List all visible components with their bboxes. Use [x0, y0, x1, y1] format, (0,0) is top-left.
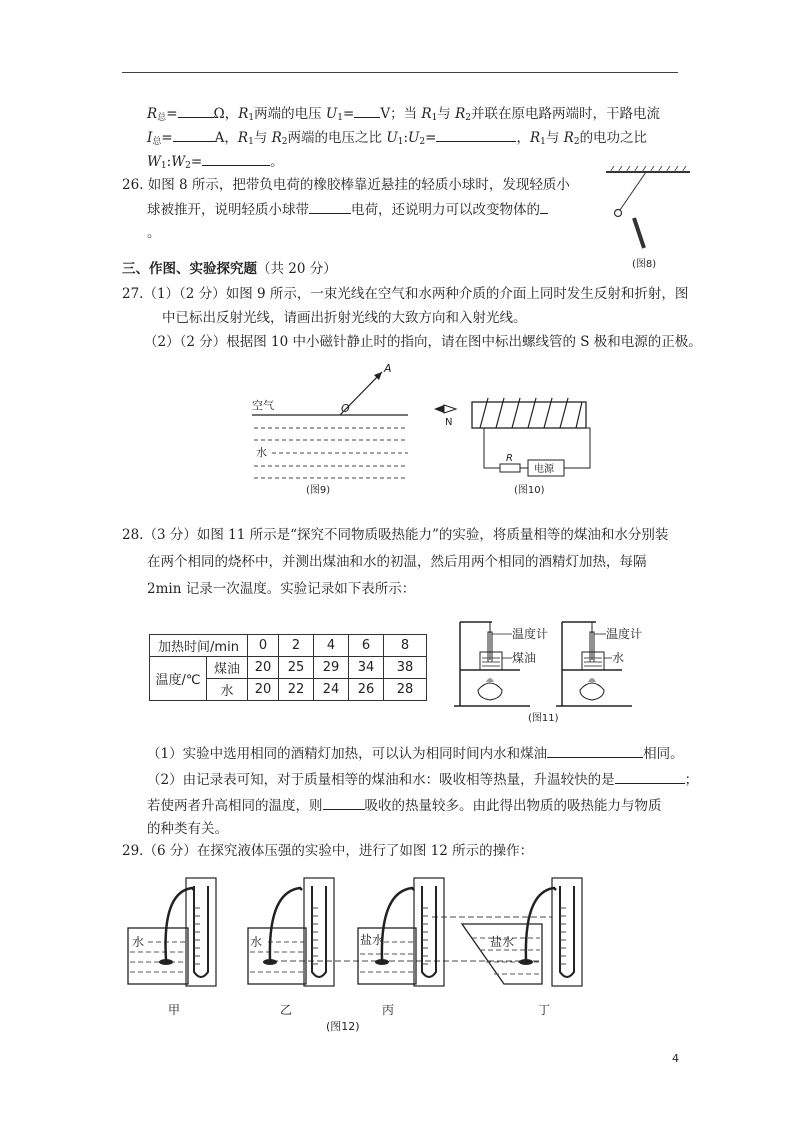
fig9-label: (图9) — [306, 485, 331, 496]
fig12-water-1: 水 — [132, 935, 145, 949]
fig9-point-a: A — [384, 362, 392, 375]
table-header-row — [150, 635, 427, 657]
fig11-kerosene: 煤油 — [512, 651, 537, 665]
figure-8-label: (图8) — [632, 259, 657, 270]
fig12-salt-water-2: 盐水 — [490, 935, 515, 949]
fig12-label: (图12) — [326, 1020, 360, 1033]
figure-9 — [252, 362, 408, 496]
q25-line-1: $R_总= \Omega$，$R_1$两端的电压 $U_1= V$；当 $R_1$与 $R_2$并联在原电路两端时，干路电流 — [147, 106, 660, 123]
figure-10 — [434, 398, 590, 496]
q28-line-2: 在两个相同的烧杯中，并测出煤油和水的初温，然后用两个相同的酒精灯加热，每隔 — [147, 554, 647, 570]
fig9-air-label: 空气 — [252, 399, 274, 412]
table-cell: 34 — [349, 657, 384, 679]
fig9-water-label: 水 — [256, 446, 267, 459]
q26-line-2: 球被推开，说明轻质小球带 电荷，还说明力可以改变物体的 — [147, 200, 548, 219]
table-row-group-label: 温度/℃ — [150, 657, 207, 701]
table-row — [150, 657, 427, 679]
fig12-apparatus-bing — [358, 878, 444, 1017]
q28-line-3: 2min 记录一次温度。实验记录如下表所示： — [147, 581, 416, 597]
q25-line-2: $I_总= A$，$R_1$与 $R_2$两端的电压之比 $U_1:U_2=$ ，$R_1$与 $R_2$的电功之比 — [147, 130, 648, 147]
fig12-water-2: 水 — [250, 935, 263, 949]
table-header-cell: 4 — [314, 635, 349, 657]
q27-part1-line-1: 27.（1）（2 分）如图 9 所示，一束光线在空气和水两种介质的介面上同时发生反射和折射，图 — [122, 286, 689, 302]
fig12-salt-water-1: 盐水 — [360, 933, 385, 947]
table-row-name: 水 — [207, 679, 248, 701]
section-3-title: 三、作图、实验探究题（共 20 分） — [122, 261, 337, 277]
table-header-cell: 0 — [248, 635, 279, 657]
page-number: 4 — [672, 1052, 679, 1065]
fig11-thermometer-left: 温度计 — [512, 627, 549, 641]
fig11-label: (图11) — [528, 713, 559, 724]
q25-line-3: $W_1:W_2=$ 。 — [147, 154, 284, 171]
table-header-cell: 2 — [279, 635, 314, 657]
fig12-caption-bing: 丙 — [382, 1003, 395, 1017]
q28-sub2-line-2: 若使两者升高相同的温度，则 吸收的热量较多。由此得出物质的吸热能力与物质 — [147, 798, 662, 814]
table-cell: 28 — [384, 679, 427, 701]
q28-line-1: 28.（3 分）如图 11 所示是“探究不同物质吸热能力”的实验，将质量相等的煤油和水分别装 — [122, 527, 669, 543]
table-cell: 20 — [248, 679, 279, 701]
figure-11 — [450, 618, 660, 724]
q27-part2-line-1: （2）（2 分）根据图 10 中小磁针静止时的指向，请在图中标出螺线管的 S 极和电源的正极。 — [144, 334, 702, 350]
table-cell: 26 — [349, 679, 384, 701]
fig10-source: 电源 — [534, 464, 554, 475]
fig10-label: (图10) — [514, 485, 545, 496]
table-cell: 22 — [279, 679, 314, 701]
table-cell: 24 — [314, 679, 349, 701]
q28-sub1: （1）实验中选用相同的酒精灯加热，可以认为相同时间内水和煤油 相同。 — [147, 746, 684, 762]
q29-line-1: 29.（6 分）在探究液体压强的实验中，进行了如图 12 所示的操作： — [122, 843, 534, 859]
fig12-apparatus-jia — [128, 878, 216, 1017]
table-row-name: 煤油 — [207, 657, 248, 679]
table-cell: 20 — [248, 657, 279, 679]
fig12-caption-ding: 丁 — [538, 1003, 551, 1017]
table-header-label: 加热时间/min — [150, 635, 248, 657]
q26-line-3: 。 — [147, 225, 161, 241]
table-cell: 38 — [384, 657, 427, 679]
fig12-apparatus-yi — [248, 878, 334, 1017]
fig12-apparatus-ding — [462, 878, 582, 1017]
q28-sub2-line-1: （2）由记录表可知，对于质量相等的煤油和水：吸收相等热量，升温较快的是 ； — [147, 772, 699, 788]
header-rule — [122, 72, 678, 73]
fig12-caption-jia: 甲 — [168, 1003, 181, 1017]
fig11-thermometer-right: 温度计 — [606, 627, 643, 641]
table-cell: 29 — [314, 657, 349, 679]
fig9-point-o: O — [341, 402, 350, 415]
table-header-cell: 8 — [384, 635, 427, 657]
fig10-resistor: R — [506, 453, 513, 464]
figure-12 — [122, 872, 608, 1034]
temperature-table — [149, 634, 427, 701]
q28-sub2-line-3: 的种类有关。 — [147, 821, 228, 837]
fig12-caption-yi: 乙 — [280, 1003, 293, 1017]
table-cell: 25 — [279, 657, 314, 679]
q26-line-1: 26. 如图 8 所示，把带负电荷的橡胶棒靠近悬挂的轻质小球时，发现轻质小 — [122, 177, 570, 193]
fig10-needle-n: N — [445, 417, 453, 428]
q27-part1-line-2: 中已标出反射光线，请画出折射光线的大致方向和入射光线。 — [162, 310, 527, 326]
fig11-water: 水 — [612, 651, 625, 665]
table-header-cell: 6 — [349, 635, 384, 657]
figure-8 — [598, 166, 694, 270]
figure-9-10 — [244, 362, 604, 498]
